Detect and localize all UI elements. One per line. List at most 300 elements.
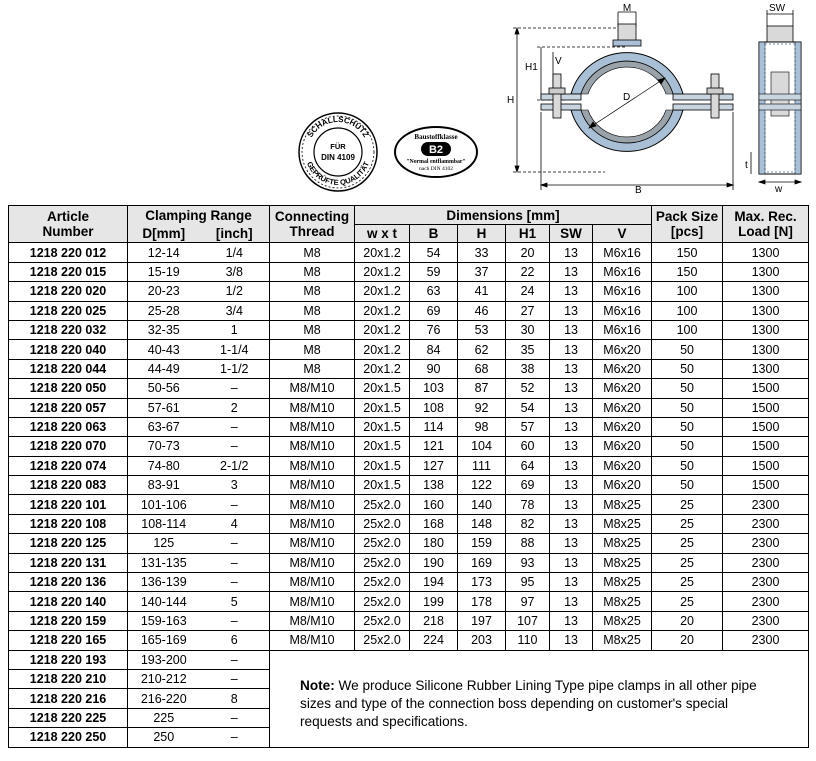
cell-clamp-inch: 6 [200,631,270,650]
cell-dim-sw: 13 [550,553,593,572]
cell-dim-b: 90 [410,359,458,378]
cell-pack-size: 20 [652,631,723,650]
cell-clamp-inch: – [200,534,270,553]
cell-wxt: 25x2.0 [355,495,410,514]
cell-max-load: 2300 [723,573,809,592]
cell-wxt: 20x1.2 [355,359,410,378]
cell-clamp-mm: 250 [128,728,200,747]
cell-clamp-mm: 108-114 [128,514,200,533]
cell-dim-h1: 82 [506,514,550,533]
cell-wxt: 20x1.5 [355,437,410,456]
cell-clamp-inch: – [200,650,270,669]
cell-dim-sw: 13 [550,340,593,359]
label-v: V [555,56,562,67]
cell-article-number: 1218 220 057 [9,398,128,417]
cell-dim-v: M6x20 [593,417,652,436]
cell-dim-h: 53 [458,320,506,339]
cell-dim-h: 46 [458,301,506,320]
seal-ring-bottom: GEPRÜFTE QUALITÄT [304,160,372,188]
seal-center-line1: FÜR [330,142,346,151]
certification-logos [296,112,486,192]
cell-dim-v: M6x20 [593,379,652,398]
cell-thread: M8/M10 [270,631,355,650]
badge-line4: nach DIN 4102 [419,166,453,172]
table-row [9,592,809,611]
cell-pack-size: 25 [652,514,723,533]
cell-dim-v: M6x20 [593,456,652,475]
baustoffklasse-badge-icon [395,127,477,177]
cell-clamp-mm: 25-28 [128,301,200,320]
cell-article-number: 1218 220 032 [9,320,128,339]
cell-dim-v: M6x20 [593,359,652,378]
cell-dim-h: 169 [458,553,506,572]
table-row [9,476,809,495]
schallschutz-seal-icon [299,113,377,191]
cell-thread: M8/M10 [270,437,355,456]
cell-dim-sw: 13 [550,320,593,339]
cell-article-number: 1218 220 165 [9,631,128,650]
cell-dim-sw: 13 [550,592,593,611]
cell-dim-b: 199 [410,592,458,611]
cell-clamp-mm: 74-80 [128,456,200,475]
cell-pack-size: 50 [652,417,723,436]
cell-dim-h1: 97 [506,592,550,611]
cell-max-load: 1500 [723,417,809,436]
badge-line1: Baustoffklasse [414,133,458,141]
cell-dim-b: 63 [410,282,458,301]
cell-dim-b: 224 [410,631,458,650]
cell-clamp-mm: 140-144 [128,592,200,611]
cell-thread: M8/M10 [270,611,355,630]
cell-dim-b: 84 [410,340,458,359]
cell-wxt: 20x1.2 [355,320,410,339]
cell-dim-h1: 93 [506,553,550,572]
cell-wxt: 20x1.5 [355,456,410,475]
cell-clamp-inch: – [200,553,270,572]
cell-thread: M8/M10 [270,398,355,417]
cell-max-load: 1300 [723,301,809,320]
cell-clamp-inch: 1 [200,320,270,339]
header-article: Article Number [9,206,128,243]
cell-clamp-mm: 165-169 [128,631,200,650]
cell-wxt: 25x2.0 [355,553,410,572]
cell-pack-size: 50 [652,437,723,456]
cell-dim-h: 37 [458,262,506,281]
cell-dim-h: 33 [458,243,506,262]
header-pack: Pack Size [pcs] [652,206,723,243]
cell-clamp-mm: 15-19 [128,262,200,281]
cell-dim-h: 41 [458,282,506,301]
cell-dim-b: 194 [410,573,458,592]
cell-dim-h1: 64 [506,456,550,475]
table-row [9,417,809,436]
cell-pack-size: 50 [652,359,723,378]
cell-dim-h: 203 [458,631,506,650]
cell-dim-v: M6x16 [593,282,652,301]
cell-clamp-inch: 2-1/2 [200,456,270,475]
cell-dim-h1: 54 [506,398,550,417]
cell-dim-sw: 13 [550,514,593,533]
cell-max-load: 1300 [723,359,809,378]
cell-clamp-inch: 3 [200,476,270,495]
cell-pack-size: 25 [652,592,723,611]
cell-max-load: 2300 [723,495,809,514]
header-clamping: Clamping Range [128,206,270,225]
cell-dim-h: 68 [458,359,506,378]
cell-dim-v: M8x25 [593,514,652,533]
label-w: w [775,184,783,195]
cell-thread: M8/M10 [270,456,355,475]
cell-max-load: 1500 [723,456,809,475]
cell-dim-v: M6x20 [593,340,652,359]
cell-wxt: 25x2.0 [355,592,410,611]
cell-clamp-mm: 159-163 [128,611,200,630]
pipe-clamp-front-view-diagram [505,2,745,197]
header-load: Max. Rec. Load [N] [723,206,809,243]
cell-dim-h1: 95 [506,573,550,592]
cell-dim-h1: 60 [506,437,550,456]
table-row [9,650,809,669]
cell-clamp-inch: – [200,708,270,727]
cell-wxt: 25x2.0 [355,514,410,533]
cell-max-load: 2300 [723,631,809,650]
cell-dim-v: M8x25 [593,631,652,650]
label-d: D [623,92,631,103]
cell-dim-b: 218 [410,611,458,630]
cell-clamp-mm: 70-73 [128,437,200,456]
cell-clamp-inch: – [200,379,270,398]
cell-wxt: 25x2.0 [355,573,410,592]
cell-clamp-mm: 136-139 [128,573,200,592]
cell-dim-v: M6x16 [593,320,652,339]
cell-clamp-mm: 32-35 [128,320,200,339]
note-box [270,650,809,747]
cell-dim-h1: 69 [506,476,550,495]
cell-article-number: 1218 220 131 [9,553,128,572]
header-thread: Connecting Thread [270,206,355,243]
cell-article-number: 1218 220 125 [9,534,128,553]
cell-dim-h: 173 [458,573,506,592]
cell-dim-v: M8x25 [593,592,652,611]
cell-clamp-inch: – [200,417,270,436]
header-h: H [458,225,506,243]
cell-clamp-inch: 3/8 [200,262,270,281]
cell-thread: M8/M10 [270,553,355,572]
cell-dim-h1: 57 [506,417,550,436]
cell-dim-h1: 107 [506,611,550,630]
cell-dim-sw: 13 [550,243,593,262]
cell-max-load: 2300 [723,611,809,630]
cell-wxt: 20x1.5 [355,379,410,398]
cell-wxt: 20x1.2 [355,340,410,359]
cell-wxt: 25x2.0 [355,611,410,630]
cell-dim-b: 103 [410,379,458,398]
table-row [9,340,809,359]
seal-center-line2: DIN 4109 [321,153,355,162]
cell-dim-b: 114 [410,417,458,436]
cell-dim-h1: 88 [506,534,550,553]
cell-clamp-mm: 131-135 [128,553,200,572]
cell-dim-h1: 52 [506,379,550,398]
table-row [9,456,809,475]
cell-dim-b: 168 [410,514,458,533]
header-wxt: w x t [355,225,410,243]
table-row [9,243,809,262]
table-row [9,573,809,592]
cell-article-number: 1218 220 193 [9,650,128,669]
cell-article-number: 1218 220 108 [9,514,128,533]
cell-clamp-inch: 1-1/2 [200,359,270,378]
cell-clamp-inch: – [200,437,270,456]
cell-dim-v: M8x25 [593,573,652,592]
cell-clamp-mm: 44-49 [128,359,200,378]
cell-max-load: 2300 [723,534,809,553]
cell-article-number: 1218 220 140 [9,592,128,611]
cell-dim-v: M8x25 [593,495,652,514]
cell-dim-b: 180 [410,534,458,553]
cell-max-load: 1300 [723,282,809,301]
label-t: t [745,160,748,171]
clamp-ring-icon [541,24,733,151]
table-body [9,243,809,747]
cell-pack-size: 150 [652,243,723,262]
cell-dim-h: 148 [458,514,506,533]
note-text: We produce Silicone Rubber Lining Type pipe clamps in all other pipe sizes and type of the connection boss depending on customer's special requests and specifications. [300,677,757,729]
table-row [9,379,809,398]
cell-clamp-mm: 20-23 [128,282,200,301]
cell-max-load: 1300 [723,262,809,281]
cell-dim-b: 69 [410,301,458,320]
cell-pack-size: 50 [652,456,723,475]
cell-dim-b: 160 [410,495,458,514]
header-clamping-inch: [inch] [200,225,270,243]
cell-article-number: 1218 220 012 [9,243,128,262]
cell-clamp-inch: 4 [200,514,270,533]
table-row [9,437,809,456]
cell-dim-v: M6x20 [593,437,652,456]
cell-dim-h: 122 [458,476,506,495]
table-row [9,320,809,339]
cell-pack-size: 100 [652,301,723,320]
cell-clamp-inch: 3/4 [200,301,270,320]
cell-clamp-inch: 1/2 [200,282,270,301]
cell-pack-size: 50 [652,340,723,359]
cell-clamp-inch: – [200,728,270,747]
cell-article-number: 1218 220 083 [9,476,128,495]
cell-dim-sw: 13 [550,417,593,436]
cell-clamp-mm: 63-67 [128,417,200,436]
cell-wxt: 25x2.0 [355,631,410,650]
specification-table [8,205,809,748]
cell-pack-size: 25 [652,553,723,572]
label-m: M [622,3,632,14]
table-row [9,553,809,572]
cell-dim-h: 98 [458,417,506,436]
cell-max-load: 1500 [723,379,809,398]
cell-clamp-inch: 8 [200,689,270,708]
cell-dim-b: 127 [410,456,458,475]
cell-max-load: 1500 [723,476,809,495]
cell-clamp-inch: 1-1/4 [200,340,270,359]
note-label: Note: [300,677,335,693]
cell-dim-sw: 13 [550,301,593,320]
cell-clamp-mm: 40-43 [128,340,200,359]
cell-dim-h: 62 [458,340,506,359]
cell-thread: M8/M10 [270,514,355,533]
cell-article-number: 1218 220 070 [9,437,128,456]
cell-thread: M8 [270,320,355,339]
pipe-clamp-side-view-diagram [745,2,811,197]
cell-wxt: 20x1.2 [355,262,410,281]
cell-max-load: 1300 [723,340,809,359]
cell-pack-size: 25 [652,534,723,553]
cell-wxt: 20x1.5 [355,398,410,417]
table-row [9,514,809,533]
cell-dim-h1: 20 [506,243,550,262]
cell-thread: M8/M10 [270,573,355,592]
cell-pack-size: 50 [652,398,723,417]
cell-dim-sw: 13 [550,359,593,378]
cell-dim-h: 111 [458,456,506,475]
header-b: B [410,225,458,243]
cell-clamp-mm: 57-61 [128,398,200,417]
cell-thread: M8/M10 [270,476,355,495]
cell-pack-size: 25 [652,495,723,514]
cell-dim-sw: 13 [550,476,593,495]
cell-article-number: 1218 220 216 [9,689,128,708]
cell-pack-size: 150 [652,262,723,281]
cell-thread: M8/M10 [270,534,355,553]
cell-article-number: 1218 220 063 [9,417,128,436]
cell-clamp-mm: 225 [128,708,200,727]
cell-dim-h: 159 [458,534,506,553]
cell-dim-sw: 13 [550,282,593,301]
cell-thread: M8/M10 [270,379,355,398]
cell-wxt: 20x1.2 [355,243,410,262]
table-row [9,398,809,417]
cell-dim-v: M8x25 [593,534,652,553]
cell-dim-sw: 13 [550,262,593,281]
cell-dim-v: M8x25 [593,553,652,572]
cell-clamp-inch: 5 [200,592,270,611]
cell-clamp-inch: 2 [200,398,270,417]
cell-dim-b: 76 [410,320,458,339]
cell-pack-size: 100 [652,282,723,301]
cell-max-load: 1500 [723,398,809,417]
cell-clamp-inch: – [200,495,270,514]
cell-thread: M8/M10 [270,417,355,436]
cell-clamp-mm: 193-200 [128,650,200,669]
cell-clamp-inch: – [200,669,270,688]
cell-max-load: 1500 [723,437,809,456]
cell-dim-h1: 27 [506,301,550,320]
cell-thread: M8/M10 [270,592,355,611]
cell-dim-h: 92 [458,398,506,417]
cell-max-load: 2300 [723,514,809,533]
cell-pack-size: 50 [652,379,723,398]
cell-clamp-mm: 210-212 [128,669,200,688]
cell-dim-sw: 13 [550,437,593,456]
cell-dim-sw: 13 [550,534,593,553]
table-row [9,534,809,553]
cell-article-number: 1218 220 210 [9,669,128,688]
cell-dim-b: 138 [410,476,458,495]
cell-dim-sw: 13 [550,611,593,630]
cell-wxt: 20x1.5 [355,417,410,436]
cell-dim-sw: 13 [550,631,593,650]
cell-dim-h1: 38 [506,359,550,378]
cell-dim-v: M6x20 [593,398,652,417]
cell-max-load: 2300 [723,592,809,611]
cell-thread: M8 [270,301,355,320]
cell-article-number: 1218 220 040 [9,340,128,359]
cell-wxt: 20x1.2 [355,301,410,320]
cell-thread: M8 [270,243,355,262]
cell-article-number: 1218 220 020 [9,282,128,301]
label-h: H [507,95,515,106]
cell-dim-b: 190 [410,553,458,572]
cell-article-number: 1218 220 225 [9,708,128,727]
cell-pack-size: 25 [652,573,723,592]
header-h1: H1 [506,225,550,243]
cell-dim-h1: 35 [506,340,550,359]
cell-thread: M8 [270,262,355,281]
table-row [9,359,809,378]
label-b: B [635,185,642,196]
cell-dim-v: M8x25 [593,611,652,630]
label-sw: SW [769,3,786,14]
header-v: V [593,225,652,243]
cell-article-number: 1218 220 250 [9,728,128,747]
cell-article-number: 1218 220 044 [9,359,128,378]
cell-pack-size: 50 [652,476,723,495]
cell-clamp-inch: – [200,611,270,630]
cell-wxt: 20x1.5 [355,476,410,495]
cell-wxt: 25x2.0 [355,534,410,553]
cell-clamp-inch: 1/4 [200,243,270,262]
cell-clamp-inch: – [200,573,270,592]
cell-max-load: 2300 [723,553,809,572]
cell-dim-sw: 13 [550,398,593,417]
cell-dim-h1: 24 [506,282,550,301]
cell-dim-h1: 110 [506,631,550,650]
cell-clamp-mm: 125 [128,534,200,553]
cell-dim-v: M6x16 [593,262,652,281]
cell-dim-h: 87 [458,379,506,398]
cell-dim-h: 140 [458,495,506,514]
cell-dim-b: 59 [410,262,458,281]
cell-dim-sw: 13 [550,456,593,475]
cell-clamp-mm: 50-56 [128,379,200,398]
cell-pack-size: 100 [652,320,723,339]
header-dimensions: Dimensions [mm] [355,206,652,225]
cell-article-number: 1218 220 074 [9,456,128,475]
table-row [9,611,809,630]
cell-thread: M8 [270,359,355,378]
cell-dim-h: 104 [458,437,506,456]
table-row [9,262,809,281]
label-h1: H1 [525,62,538,73]
table-row [9,495,809,514]
cell-dim-h: 197 [458,611,506,630]
cell-thread: M8/M10 [270,495,355,514]
cell-dim-b: 108 [410,398,458,417]
cell-article-number: 1218 220 015 [9,262,128,281]
cell-wxt: 20x1.2 [355,282,410,301]
cell-dim-b: 121 [410,437,458,456]
cell-dim-h1: 22 [506,262,550,281]
cell-thread: M8 [270,340,355,359]
